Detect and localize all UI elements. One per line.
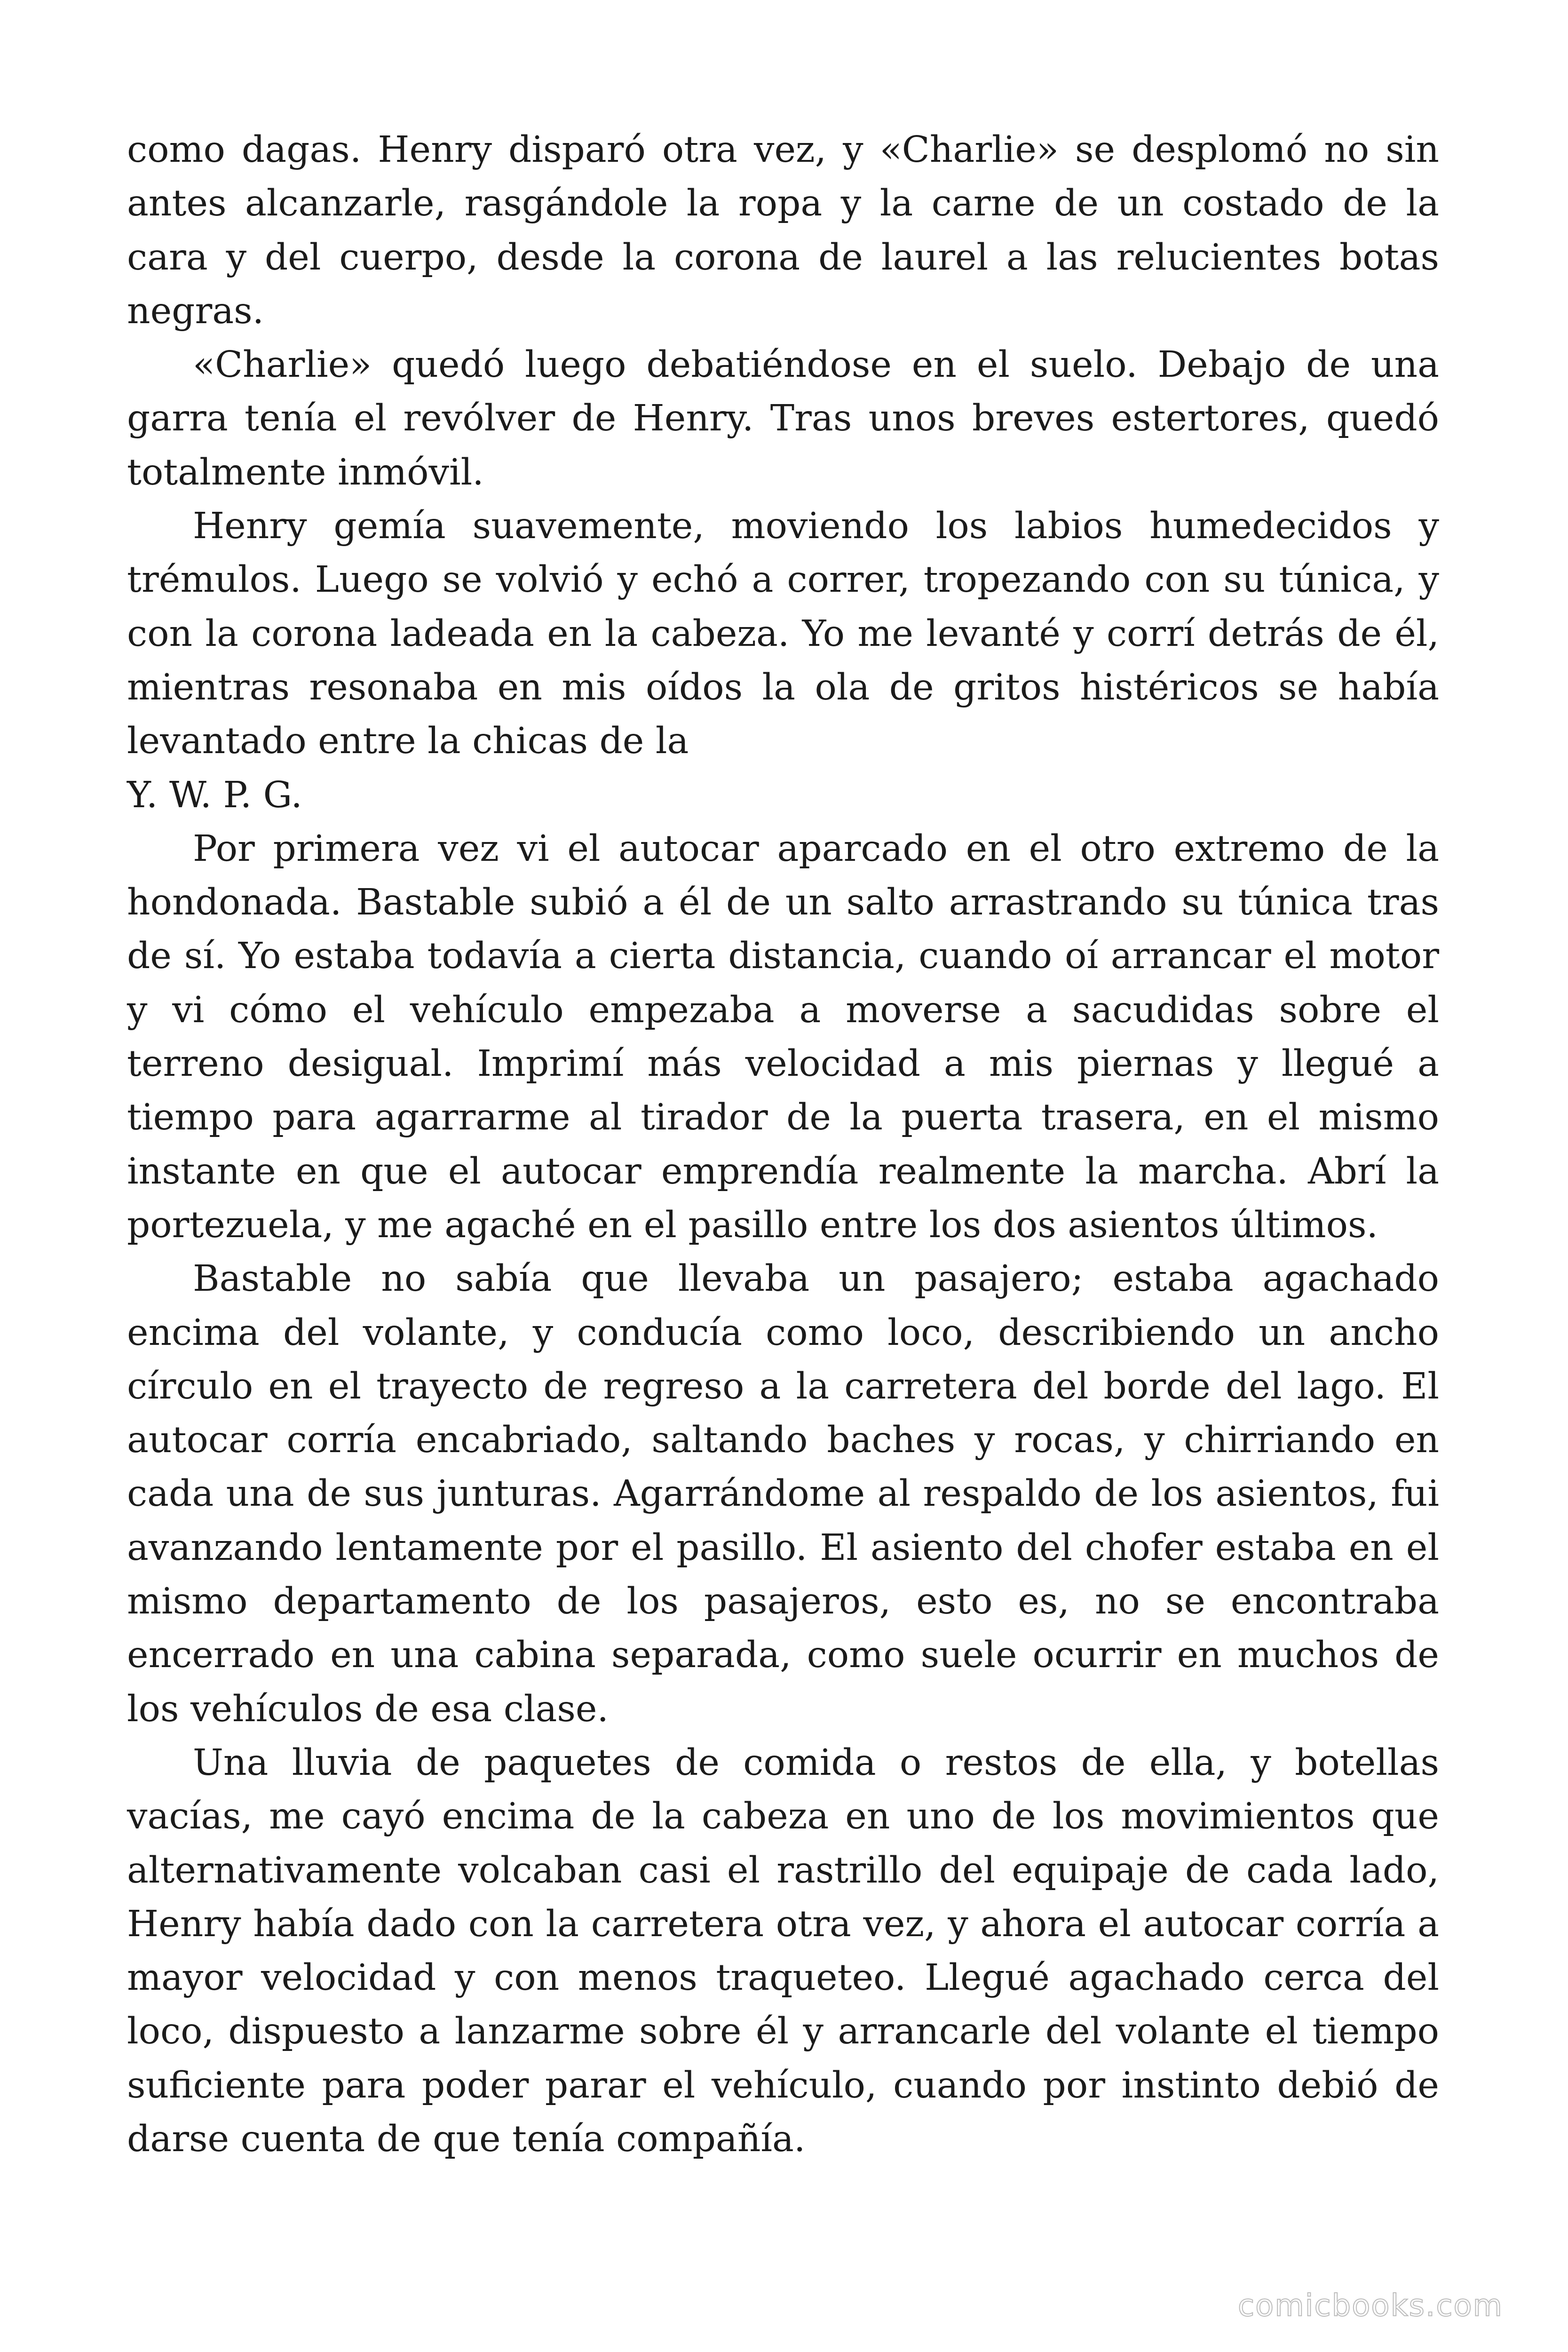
paragraph: Por primera vez vi el autocar aparcado en el otro extremo de la hondonada. Bastable subió a él de un salto arrastrando su túnica tras de sí. Yo estaba todavía a cierta distancia, cuando oí arrancar el motor y vi cómo el vehículo empezaba a moverse a sacudidas sobre el terreno desigual. Imprimí más velocidad a mis piernas y llegué a tiempo para agarrarme al tirador de la puerta trasera, en el mismo instante en que el autocar emprendía realmente la marcha. Abrí la portezuela, y me agaché en el pasillo entre los dos asientos últimos. — [127, 827, 1439, 1246]
paragraph: «Charlie» quedó luego debatiéndose en el suelo. Debajo de una garra tenía el revólver de Henry. Tras unos breves estertores, quedó totalmente inmóvil. — [127, 344, 1439, 493]
paragraph: como dagas. Henry disparó otra vez, y «Charlie» se desplomó no sin antes alcanzarle, rasgándole la ropa y la carne de un costado de la cara y del cuerpo, desde la corona de laurel a las relucientes botas negras. — [127, 129, 1439, 332]
paragraph: Una lluvia de paquetes de comida o restos de ella, y botellas vacías, me cayó encima de la cabeza en uno de los movimientos que alternativamente volcaban casi el rastrillo del equipaje de cada lado, Henry había dado con la carretera otra vez, y ahora el autocar corría a mayor velocidad y con menos traqueteo. Llegué agachado cerca del loco, dispuesto a lanzarme sobre él y arrancarle del volante el tiempo suficiente para poder parar el vehículo, cuando por instinto debió de darse cuenta de que tenía compañía. — [127, 1741, 1439, 2160]
paragraph: Y. W. P. G. — [127, 774, 302, 816]
paragraph: Bastable no sabía que llevaba un pasajero; estaba agachado encima del volante, y conducía como loco, describiendo un ancho círculo en el trayecto de regreso a la carretera del borde del lago. El autocar corría encabriado, saltando baches y rocas, y chirriando en cada una de sus junturas. Agarrándome al respaldo de los asientos, fui avanzando lentamente por el pasillo. El asiento del chofer estaba en el mismo departamento de los pasajeros, esto es, no se encontraba encerrado en una cabina separada, como suele ocurrir en muchos de los vehículos de esa clase. — [127, 1258, 1439, 1730]
body-text — [127, 123, 1439, 2166]
paragraph: Henry gemía suavemente, moviendo los labios humedecidos y trémulos. Luego se volvió y echó a correr, tropezando con su túnica, y con la corona ladeada en la cabeza. Yo me levanté y corrí detrás de él, mientras resonaba en mis oídos la ola de gritos histéricos se había levantado entre la chicas de la — [127, 505, 1439, 763]
watermark-text: comicbooks.com — [1237, 2288, 1503, 2323]
